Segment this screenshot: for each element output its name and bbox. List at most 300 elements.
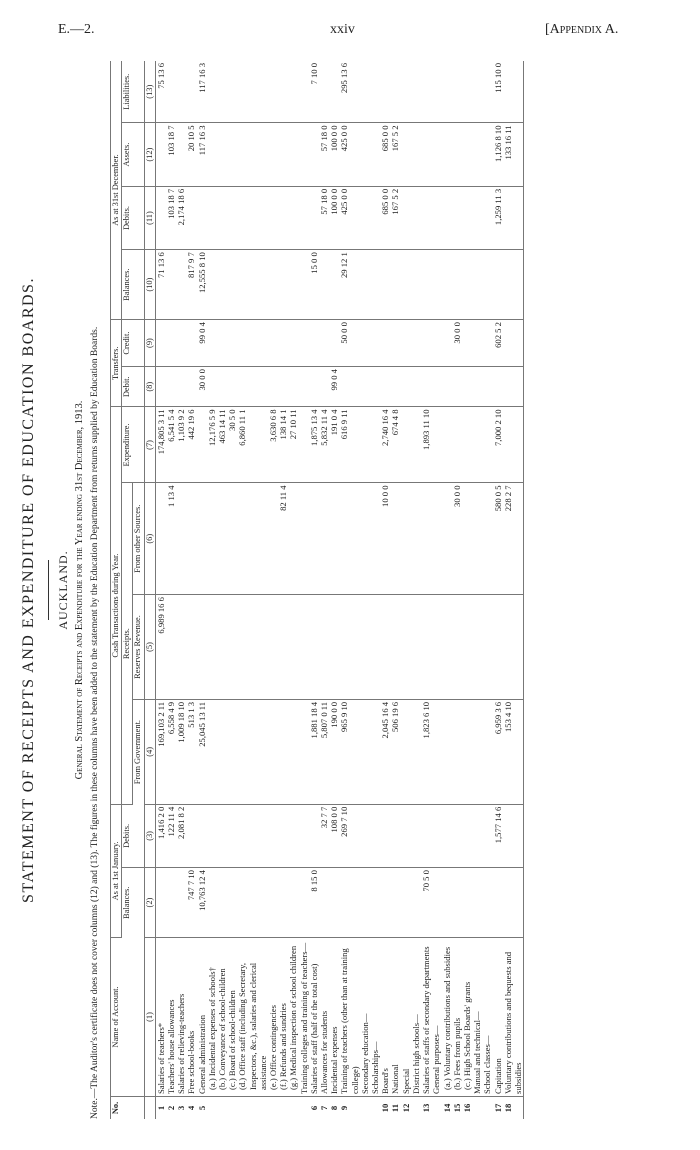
amount-cell: 71 13 6 — [155, 250, 166, 320]
amount-cell: 57 18 0 — [319, 123, 329, 186]
amount-cell — [390, 367, 400, 407]
amount-cell: 2,081 8 2 — [176, 804, 186, 867]
amount-cell: 442 19 6 — [186, 407, 196, 483]
row-number: 7 — [319, 1105, 330, 1111]
row-number — [207, 1097, 217, 1120]
table-row — [319, 61, 329, 1119]
amount-cell — [207, 186, 217, 249]
column-number: (6) — [144, 483, 155, 595]
amount-cell — [370, 250, 380, 320]
account-name: (c.) High School Boards' grants — [462, 938, 472, 1097]
account-name: (f.) Refunds and sundries — [278, 938, 288, 1097]
table-row — [329, 61, 339, 1119]
amount-cell — [176, 320, 186, 367]
amount-cell — [288, 868, 298, 938]
table-row — [217, 61, 227, 1119]
amount-cell — [401, 367, 411, 407]
row-number — [237, 1097, 268, 1120]
account-name: Training colleges and training of teachers— — [299, 938, 309, 1097]
amount-cell — [401, 250, 411, 320]
header-transfers: Transfers. — [111, 320, 122, 407]
amount-cell — [421, 186, 431, 249]
amount-cell: 191 0 4 — [329, 407, 339, 483]
amount-cell — [278, 595, 288, 700]
account-name: Voluntary contributions and bequests and subsidies — [503, 938, 524, 1097]
amount-cell — [503, 320, 524, 367]
amount-cell — [299, 250, 309, 320]
table-body — [155, 61, 523, 1119]
amount-cell — [299, 595, 309, 700]
amount-cell — [452, 407, 462, 483]
amount-cell — [309, 595, 319, 700]
amount-cell: 6,959 3 6 — [493, 699, 503, 804]
account-name: General purposes— — [431, 938, 441, 1097]
rotated-statement-sheet — [14, 55, 686, 1125]
account-name: School classes— — [482, 938, 492, 1097]
amount-cell — [237, 868, 268, 938]
amount-cell — [176, 868, 186, 938]
column-number: (12) — [144, 123, 155, 186]
column-number: (13) — [144, 61, 155, 123]
amount-cell — [411, 595, 421, 700]
row-number — [268, 1097, 278, 1120]
amount-cell — [442, 699, 452, 804]
amount-cell — [503, 804, 524, 867]
amount-cell: 29 12 1 — [339, 250, 359, 320]
table-row — [166, 61, 176, 1119]
colnum-blank — [144, 1097, 155, 1120]
amount-cell — [390, 595, 400, 700]
amount-cell — [503, 61, 524, 123]
region-heading: AUCKLAND. — [56, 550, 70, 630]
amount-cell — [329, 61, 339, 123]
amount-cell — [197, 186, 207, 249]
amount-cell — [197, 483, 207, 595]
amount-cell — [380, 250, 390, 320]
amount-cell — [319, 483, 329, 595]
amount-cell — [186, 595, 196, 700]
table-row — [155, 61, 166, 1119]
amount-cell — [237, 595, 268, 700]
amount-cell — [442, 407, 452, 483]
amount-cell — [421, 320, 431, 367]
amount-cell — [186, 186, 196, 249]
amount-cell — [268, 804, 278, 867]
amount-cell — [370, 320, 380, 367]
amount-cell: 70 5 0 — [421, 868, 431, 938]
table-row — [288, 61, 298, 1119]
amount-cell — [207, 250, 217, 320]
row-number: 17 — [492, 1103, 503, 1113]
amount-cell — [288, 186, 298, 249]
amount-cell — [442, 186, 452, 249]
table-row — [186, 61, 196, 1119]
amount-cell — [207, 804, 217, 867]
amount-cell: 10,763 12 4 — [197, 868, 207, 938]
amount-cell — [288, 483, 298, 595]
table-row — [493, 61, 503, 1119]
amount-cell — [401, 320, 411, 367]
amount-cell — [482, 250, 492, 320]
amount-cell — [227, 699, 237, 804]
amount-cell — [462, 483, 472, 595]
table-row — [370, 61, 380, 1119]
amount-cell — [360, 804, 370, 867]
amount-cell — [288, 123, 298, 186]
amount-cell — [482, 186, 492, 249]
amount-cell — [155, 123, 166, 186]
row-number: 10 — [380, 1103, 391, 1113]
amount-cell — [390, 483, 400, 595]
amount-cell — [217, 483, 227, 595]
amount-cell — [390, 61, 400, 123]
amount-cell — [482, 868, 492, 938]
amount-cell — [431, 483, 441, 595]
amount-cell — [370, 367, 380, 407]
amount-cell — [360, 483, 370, 595]
amount-cell — [197, 595, 207, 700]
amount-cell — [207, 483, 217, 595]
amount-cell: 1,893 11 10 — [421, 407, 431, 483]
table-row — [268, 61, 278, 1119]
amount-cell — [166, 320, 176, 367]
amount-cell — [329, 595, 339, 700]
amount-cell — [401, 804, 411, 867]
amount-cell — [452, 699, 462, 804]
amount-cell — [411, 868, 421, 938]
amount-cell — [319, 320, 329, 367]
amount-cell — [227, 250, 237, 320]
amount-cell — [503, 407, 524, 483]
amount-cell — [186, 804, 196, 867]
amount-cell — [380, 61, 390, 123]
amount-cell — [339, 868, 359, 938]
amount-cell — [299, 804, 309, 867]
row-number: 11 — [390, 1103, 401, 1113]
amount-cell: 7,000 2 10 — [493, 407, 503, 483]
amount-cell: 108 0 0 — [329, 804, 339, 867]
account-name: Special — [401, 938, 411, 1097]
table-row — [339, 61, 359, 1119]
account-name: General administration — [197, 938, 207, 1097]
amount-cell — [472, 123, 482, 186]
header-dec: As at 31st December. — [111, 61, 122, 320]
amount-cell — [319, 595, 329, 700]
amount-cell: 99 0 4 — [329, 367, 339, 407]
amount-cell — [421, 250, 431, 320]
row-number: 1 — [155, 1105, 166, 1111]
row-number — [370, 1097, 380, 1120]
amount-cell — [227, 320, 237, 367]
amount-cell — [462, 61, 472, 123]
amount-cell — [176, 595, 186, 700]
amount-cell — [360, 868, 370, 938]
amount-cell — [462, 407, 472, 483]
table-row — [401, 61, 411, 1119]
amount-cell — [227, 483, 237, 595]
header-balances-dec: Balances. — [122, 250, 144, 320]
amount-cell — [431, 61, 441, 123]
amount-cell — [462, 320, 472, 367]
amount-cell — [482, 595, 492, 700]
amount-cell: 513 1 3 — [186, 699, 196, 804]
amount-cell — [452, 804, 462, 867]
amount-cell — [401, 407, 411, 483]
account-name: (a.) Voluntary contributions and subsidies — [442, 938, 452, 1097]
amount-cell — [155, 320, 166, 367]
header-debit: Debit. — [122, 367, 144, 407]
appendix-label: [Appendix A. — [545, 22, 619, 37]
amount-cell — [493, 595, 503, 700]
amount-cell — [421, 595, 431, 700]
account-name: (e.) Office contingencies — [268, 938, 278, 1097]
amount-cell: 100 0 0 — [329, 123, 339, 186]
amount-cell — [411, 61, 421, 123]
amount-cell: 817 9 7 — [186, 250, 196, 320]
amount-cell — [482, 699, 492, 804]
amount-cell — [278, 804, 288, 867]
amount-cell — [411, 407, 421, 483]
row-number: 12 — [400, 1103, 411, 1113]
amount-cell — [268, 367, 278, 407]
amount-cell — [339, 595, 359, 700]
amount-cell: 674 4 8 — [390, 407, 400, 483]
amount-cell — [309, 186, 319, 249]
amount-cell — [503, 868, 524, 938]
amount-cell — [217, 61, 227, 123]
header-credit: Credit. — [122, 320, 144, 367]
row-number: 2 — [166, 1105, 177, 1111]
table-row — [278, 61, 288, 1119]
amount-cell — [401, 61, 411, 123]
amount-cell — [360, 595, 370, 700]
amount-cell — [472, 250, 482, 320]
table-row — [309, 61, 319, 1119]
amount-cell — [227, 61, 237, 123]
amount-cell: 425 0 0 — [339, 123, 359, 186]
amount-cell — [380, 367, 390, 407]
header-expenditure: Expenditure. — [122, 407, 144, 483]
amount-cell — [278, 868, 288, 938]
amount-cell — [217, 320, 227, 367]
amount-cell — [278, 250, 288, 320]
table-row — [176, 61, 186, 1119]
amount-cell — [217, 595, 227, 700]
amount-cell: 1,416 2 0 — [155, 804, 166, 867]
amount-cell — [186, 483, 196, 595]
amount-cell — [166, 367, 176, 407]
table-row — [237, 61, 268, 1119]
amount-cell — [452, 250, 462, 320]
amount-cell — [482, 407, 492, 483]
amount-cell: 1,881 18 4 — [309, 699, 319, 804]
header-balances: Balances. — [122, 868, 144, 938]
amount-cell — [472, 186, 482, 249]
amount-cell — [207, 367, 217, 407]
amount-cell — [329, 483, 339, 595]
amount-cell — [493, 367, 503, 407]
row-number — [278, 1097, 288, 1120]
amount-cell — [442, 483, 452, 595]
amount-cell — [299, 123, 309, 186]
amount-cell — [155, 186, 166, 249]
amount-cell — [462, 186, 472, 249]
table-row — [227, 61, 237, 1119]
amount-cell: 602 5 2 — [493, 320, 503, 367]
amount-cell: 616 9 11 — [339, 407, 359, 483]
amount-cell — [268, 320, 278, 367]
account-name: District high schools— — [411, 938, 421, 1097]
amount-cell — [278, 123, 288, 186]
account-name: Salaries of staff (half of the total cost) — [309, 938, 319, 1097]
amount-cell — [278, 699, 288, 804]
amount-cell: 685 0 0 — [380, 123, 390, 186]
amount-cell — [421, 61, 431, 123]
amount-cell: 30 5 0 — [227, 407, 237, 483]
amount-cell — [462, 868, 472, 938]
amount-cell — [482, 123, 492, 186]
amount-cell — [217, 804, 227, 867]
amount-cell: 82 11 4 — [278, 483, 288, 595]
amount-cell: 12,555 8 10 — [197, 250, 207, 320]
accounts-table — [110, 61, 524, 1119]
amount-cell — [288, 595, 298, 700]
amount-cell: 747 7 10 — [186, 868, 196, 938]
column-number: (11) — [144, 186, 155, 249]
table-row — [452, 61, 462, 1119]
amount-cell — [207, 699, 217, 804]
amount-cell — [452, 868, 462, 938]
amount-cell: 133 16 11 — [503, 123, 524, 186]
amount-cell — [217, 186, 227, 249]
header-debits-dec: Debits. — [122, 186, 144, 249]
amount-cell — [452, 595, 462, 700]
header-from-gov: From Government. — [133, 699, 144, 804]
amount-cell: 30 0 0 — [197, 367, 207, 407]
row-number — [227, 1097, 237, 1120]
amount-cell — [442, 804, 452, 867]
amount-cell: 25,045 13 11 — [197, 699, 207, 804]
amount-cell: 27 10 11 — [288, 407, 298, 483]
table-row — [360, 61, 370, 1119]
row-number: 4 — [186, 1105, 197, 1111]
account-name: (b.) Conveyance of school-children — [217, 938, 227, 1097]
amount-cell — [309, 123, 319, 186]
amount-cell — [380, 320, 390, 367]
amount-cell — [166, 250, 176, 320]
amount-cell — [452, 123, 462, 186]
amount-cell — [411, 250, 421, 320]
amount-cell — [411, 804, 421, 867]
amount-cell: 6,860 11 1 — [237, 407, 268, 483]
amount-cell — [452, 61, 462, 123]
column-number: (2) — [144, 868, 155, 938]
column-number: (3) — [144, 804, 155, 867]
table-row — [482, 61, 492, 1119]
amount-cell — [207, 868, 217, 938]
amount-cell — [472, 699, 482, 804]
amount-cell — [278, 61, 288, 123]
amount-cell — [370, 61, 380, 123]
amount-cell: 138 14 1 — [278, 407, 288, 483]
column-number: (9) — [144, 320, 155, 367]
row-number: 6 — [308, 1105, 319, 1111]
amount-cell — [503, 595, 524, 700]
amount-cell — [207, 595, 217, 700]
amount-cell — [421, 123, 431, 186]
amount-cell — [472, 61, 482, 123]
amount-cell — [401, 186, 411, 249]
amount-cell — [155, 483, 166, 595]
amount-cell — [288, 804, 298, 867]
row-number: 9 — [339, 1105, 350, 1111]
column-number-row — [144, 61, 155, 1119]
table-row — [299, 61, 309, 1119]
amount-cell — [401, 595, 411, 700]
account-name: (b.) Fees from pupils — [452, 938, 462, 1097]
column-number: (1) — [144, 938, 155, 1097]
amount-cell: 580 0 5 — [493, 483, 503, 595]
amount-cell — [288, 250, 298, 320]
amount-cell: 169,103 2 11 — [155, 699, 166, 804]
amount-cell — [380, 595, 390, 700]
row-number — [472, 1097, 482, 1120]
amount-cell — [217, 868, 227, 938]
statement-title: STATEMENT OF RECEIPTS AND EXPENDITURE OF EDUCATION BOARDS. — [20, 277, 37, 903]
amount-cell — [472, 868, 482, 938]
amount-cell — [421, 367, 431, 407]
header-assets: Assets. — [122, 123, 144, 186]
header-debits: Debits. — [122, 804, 144, 867]
table-row — [431, 61, 441, 1119]
amount-cell: 425 0 0 — [339, 186, 359, 249]
header-receipts: Receipts. — [122, 483, 133, 804]
amount-cell — [462, 250, 472, 320]
amount-cell — [237, 250, 268, 320]
amount-cell — [176, 250, 186, 320]
amount-cell: 32 7 7 — [319, 804, 329, 867]
amount-cell — [176, 123, 186, 186]
amount-cell — [360, 123, 370, 186]
amount-cell — [442, 250, 452, 320]
table-row — [503, 61, 524, 1119]
amount-cell — [339, 483, 359, 595]
row-number: 14 — [441, 1103, 452, 1113]
account-name: Secondary education— — [360, 938, 370, 1097]
amount-cell — [431, 250, 441, 320]
amount-cell — [288, 367, 298, 407]
amount-cell — [462, 123, 472, 186]
amount-cell — [452, 186, 462, 249]
amount-cell — [278, 186, 288, 249]
amount-cell: 6,989 16 6 — [155, 595, 166, 700]
amount-cell — [360, 61, 370, 123]
amount-cell: 167 5 2 — [390, 123, 400, 186]
amount-cell — [482, 804, 492, 867]
header-cash: Cash Transactions during Year. — [111, 407, 122, 804]
amount-cell — [472, 804, 482, 867]
amount-cell — [299, 868, 309, 938]
amount-cell: 10 0 0 — [380, 483, 390, 595]
amount-cell — [472, 367, 482, 407]
amount-cell — [268, 595, 278, 700]
amount-cell — [431, 367, 441, 407]
header-name: Name of Account. — [111, 938, 145, 1097]
amount-cell — [237, 804, 268, 867]
amount-cell — [299, 483, 309, 595]
amount-cell: 1,126 8 10 — [493, 123, 503, 186]
amount-cell — [319, 868, 329, 938]
